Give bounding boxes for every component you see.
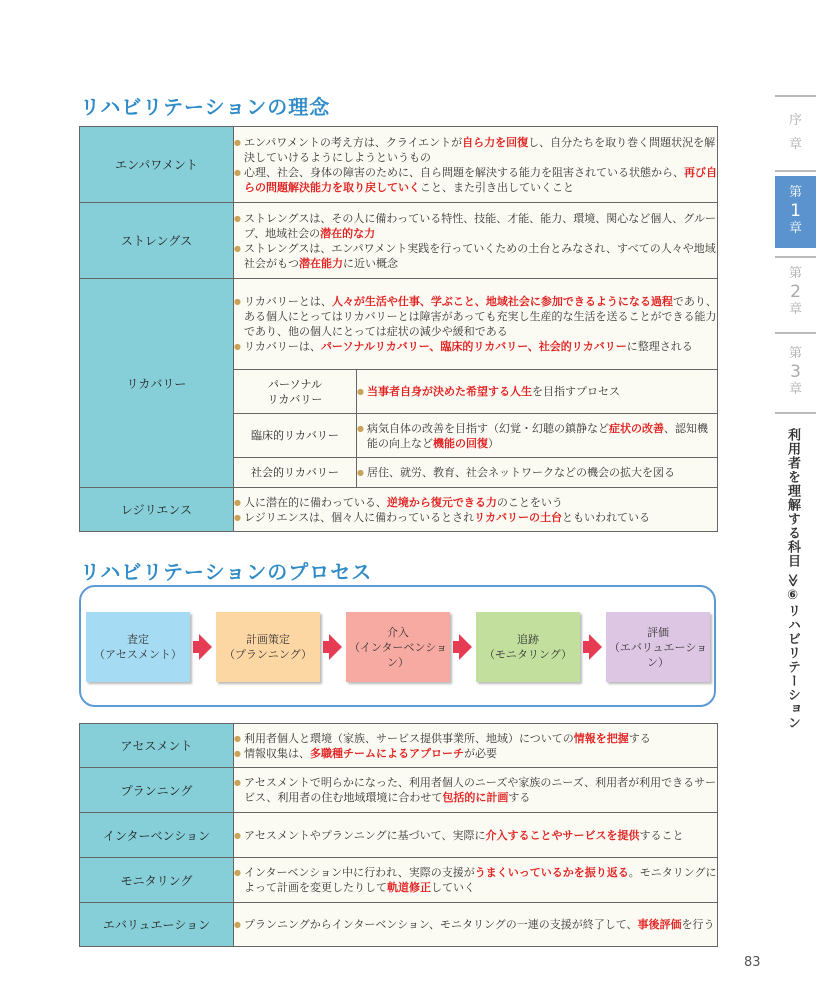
clinical-recovery-text: ● 病気自体の改善を目指す（幻覚・幻聴の鎮静など症状の改善、認知機能の向上など機能の回復） [357,421,717,451]
table-row [80,488,718,532]
recovery-label: リカバリー [80,279,234,488]
process-section-title: リハビリテーションのプロセス [80,560,373,584]
planning-bullet-1: ● アセスメントで明らかになった、利用者個人のニーズや家族のニーズ、利用者が利用できるサービス、利用者の住む地域環境に合わせて包括的に計画する [234,775,717,805]
table-row [80,203,718,279]
table-row [80,768,718,813]
empowerment-bullet-2: ● 心理、社会、身体の障害のために、自ら問題を解決する能力を阻害されている状態から、再び自らの問題解決能力を取り戻していくこと、また引き出していくこと [234,165,717,195]
evaluation-label: エバリュエーション [80,903,234,947]
arrow-right-icon [589,634,602,660]
planning-label: プランニング [80,768,234,813]
sidebar-divider [775,256,816,258]
personal-recovery-label: パーソナル リカバリー [234,370,357,414]
personal-recovery-text: ● 当事者自身が決めた希望する人生を目指すプロセス [357,384,717,399]
table-row [80,858,718,903]
concept-section-title: リハビリテーションの理念 [80,95,331,119]
table-row [80,279,718,370]
resilience-bullet-2: ● レジリエンスは、個々人に備わっているとされリカバリーの土台ともいわれている [234,510,717,525]
assessment-label: アセスメント [80,724,234,768]
intervention-label: インターベンション [80,813,234,858]
recovery-bullet-2: ● リカバリーは、パーソナルリカバリー、臨床的リカバリー、社会的リカバリーに整理される [234,339,717,354]
arrow-right-icon [199,634,212,660]
table-row [80,724,718,768]
sidebar-tab-chapter-2[interactable]: 第 2 章 [788,266,802,317]
strengths-bullet-1: ● ストレングスは、その人に備わっている特性、技能、才能、能力、環境、関心など個人、グループ、地域社会の潜在的な力 [234,211,717,241]
sidebar-tab-chapter-1[interactable]: 第 1 章 [775,176,816,248]
concept-table [79,126,718,532]
empowerment-label: エンパワメント [80,127,234,203]
process-step-monitoring: 追跡 （モニタリング） [476,612,580,682]
assessment-bullet-1: ● 利用者個人と環境（家族、サービス提供事業所、地域）についての情報を把握する [234,731,717,746]
table-row [80,127,718,203]
social-recovery-label: 社会的リカバリー [234,458,357,488]
assessment-bullet-2: ● 情報収集は、多職種チームによるアプローチが必要 [234,746,717,761]
sidebar-divider [775,412,816,414]
process-table [79,723,718,947]
chapter-vertical-title: 利用者を理解する科目 ≫⑥リハビリテーション [785,428,800,731]
strengths-bullet-2: ● ストレングスは、エンパワメント実践を行っていくための土台とみなされ、すべての人々や地域社会がもつ潜在能力に近い概念 [234,241,717,271]
process-step-planning: 計画策定 （プランニング） [216,612,320,682]
arrow-right-icon [459,634,472,660]
page-number: 83 [744,955,761,970]
sidebar-tab-chapter-3[interactable]: 第 3 章 [788,346,802,397]
arrow-right-icon [329,634,342,660]
resilience-bullet-1: ● 人に潜在的に備わっている、逆境から復元できる力のことをいう [234,495,717,510]
process-step-intervention: 介入 （インターベンション） [346,612,450,682]
sidebar-divider [775,170,816,172]
resilience-label: レジリエンス [80,488,234,532]
sidebar-divider [775,95,816,97]
process-step-assessment: 査定 （アセスメント） [86,612,190,682]
intervention-bullet-1: ● アセスメントやプランニングに基づいて、実際に介入することやサービスを提供すること [234,828,717,843]
sidebar-divider [775,332,816,334]
table-row [80,813,718,858]
monitoring-label: モニタリング [80,858,234,903]
social-recovery-text: ● 居住、就労、教育、社会ネットワークなどの機会の拡大を図る [357,465,717,480]
sidebar-tab-intro[interactable]: 序 章 [788,113,802,152]
evaluation-bullet-1: ● プランニングからインターベンション、モニタリングの一連の支援が終了して、事後評価を行う [234,917,717,932]
empowerment-bullet-1: ● エンパワメントの考え方は、クライエントが自ら力を回復し、自分たちを取り巻く問題状況を解決していけるようにしようというもの [234,135,717,165]
table-row [80,903,718,947]
clinical-recovery-label: 臨床的リカバリー [234,414,357,458]
recovery-bullet-1: ● リカバリーとは、人々が生活や仕事、学ぶこと、地域社会に参加できるようになる過程であり、ある個人にとってはリカバリーとは障害があっても充実し生産的な生活を送ることができる能力であり、他の個人にとっては症状の減少や緩和である [234,294,717,339]
monitoring-bullet-1: ● インターベンション中に行われ、実際の支援がうまくいっているかを振り返る。モニタリングによって計画を変更したりして軌道修正していく [234,865,717,895]
process-step-evaluation: 評価 （エバリュエーション） [606,612,710,682]
strengths-label: ストレングス [80,203,234,279]
